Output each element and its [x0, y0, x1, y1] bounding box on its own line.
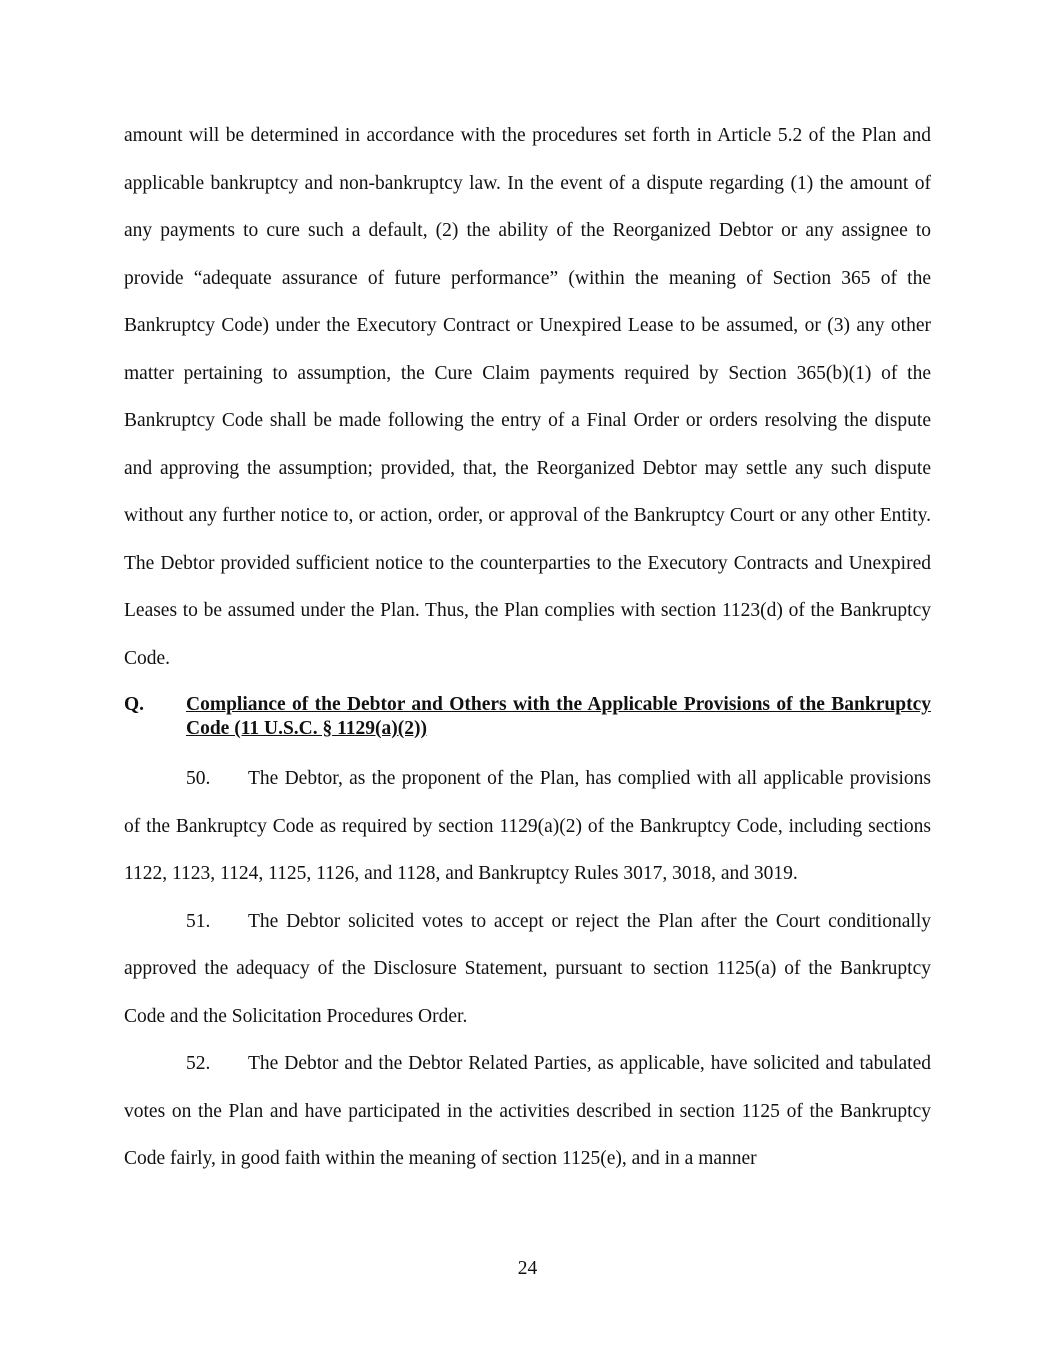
paragraph-52 — [124, 1040, 931, 1183]
page-number: 24 — [517, 1258, 538, 1279]
paragraph-text: The Debtor solicited votes to accept or reject the Plan after the Court conditionally approved the adequacy of the Disclosure Statement, pursuant to section 1125(a) of the Bankruptcy Code and the Solicitation Procedures Order. — [124, 910, 931, 1027]
section-heading — [124, 693, 931, 741]
paragraph-51 — [124, 898, 931, 1041]
paragraph-text: The Debtor, as the proponent of the Plan, has complied with all applicable provisions of the Bankruptcy Code as required by section 1129(a)(2) of the Bankruptcy Code, including sections 1122, 1123, 1124, 1125, 1126, and 1128, and Bankruptcy Rules 3017, 3018, and 3019. — [124, 768, 931, 884]
paragraph-50 — [124, 755, 931, 898]
document-page — [124, 112, 931, 1183]
paragraph-text: The Debtor and the Debtor Related Parties, as applicable, have solicited and tabulated votes on the Plan and have participated in the activities described in section 1125 of the Bankruptcy Code fairly, in good faith within the meaning of section 1125(e), and in a manner — [124, 1053, 931, 1169]
paragraph-number: 50. — [186, 768, 211, 789]
section-letter: Q. — [124, 694, 145, 715]
section-title: Compliance of the Debtor and Others with the Applicable Provisions of the Bankruptcy Code (11 U.S.C. § 1129(a)(2)) — [186, 694, 931, 739]
paragraph-number: 52. — [186, 1053, 211, 1074]
continuation-paragraph: amount will be determined in accordance with the procedures set forth in Article 5.2 of the Plan and applicable bankruptcy and non-bankruptcy law. In the event of a dispute regarding (1) the amount of any payments to cure such a default, (2) the ability of the Reorganized Debtor or any assignee to provide “adequate assurance of future performance” (within the meaning of Section 365 of the Bankruptcy Code) under the Executory Contract or Unexpired Lease to be assumed, or (3) any other matter pertaining to assumption, the Cure Claim payments required by Section 365(b)(1) of the Bankruptcy Code shall be made following the entry of a Final Order or orders resolving the dispute and approving the assumption; provided, that, the Reorganized Debtor may settle any such dispute without any further notice to, or action, order, or approval of the Bankruptcy Court or any other Entity. The Debtor provided sufficient notice to the counterparties to the Executory Contracts and Unexpired Leases to be assumed under the Plan. Thus, the Plan complies with section 1123(d) of the Bankruptcy Code. — [124, 125, 931, 669]
paragraph-number: 51. — [186, 910, 211, 932]
